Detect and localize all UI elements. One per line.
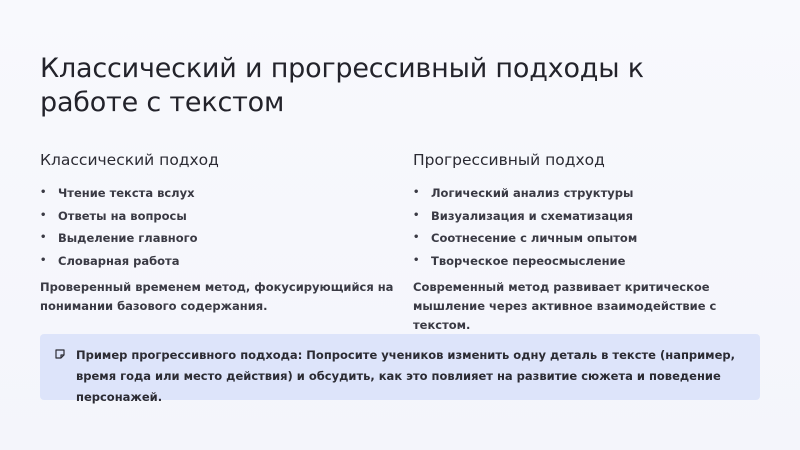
list-item: [40, 250, 400, 273]
list-item: [413, 227, 773, 250]
progressive-approach-description: Современный метод развивает критическое мышление через активное взаимодействие с текстом.: [413, 280, 717, 332]
bullet-icon: •: [40, 187, 47, 198]
list-item: [413, 250, 773, 273]
bullet-icon: •: [40, 254, 47, 266]
classical-approach-description: Проверенный временем метод, фокусирующийся на понимании базового содержания.: [40, 280, 394, 313]
list-item-label: Соотнесение с личным опытом: [431, 231, 638, 245]
list-item-label: Чтение текста вслух: [58, 186, 195, 200]
example-callout-text: Пример прогрессивного подхода: Попросите учеников изменить одну деталь в тексте (например, время года или место действия) и обсудить, как это повлияет на развитие сюжета и поведение персонажей.: [76, 348, 735, 404]
list-item: [40, 182, 400, 205]
slide-title: Классический и прогрессивный подходы к работе с текстом: [40, 53, 644, 118]
list-item-label: Логический анализ структуры: [431, 186, 634, 200]
list-item-label: Творческое переосмысление: [431, 253, 626, 268]
note-icon: [55, 349, 65, 359]
progressive-approach-heading: Прогрессивный подход: [413, 151, 605, 169]
list-item-label: Визуализация и схематизация: [431, 208, 634, 223]
list-item-label: Выделение главного: [58, 231, 198, 245]
example-callout: [40, 334, 760, 404]
classical-approach-list: [40, 182, 400, 272]
bullet-icon: •: [413, 187, 420, 198]
list-item: [40, 205, 400, 228]
list-item-label: Ответы на вопросы: [58, 208, 187, 223]
progressive-approach-list: [413, 182, 773, 272]
list-item: [413, 205, 773, 228]
classical-approach-column: [40, 150, 400, 316]
list-item: [40, 227, 400, 250]
bullet-icon: •: [40, 232, 47, 243]
bullet-icon: •: [413, 232, 420, 243]
bullet-icon: •: [413, 254, 420, 266]
list-item: [413, 182, 773, 205]
progressive-approach-column: [413, 150, 773, 335]
bullet-icon: •: [413, 209, 420, 221]
bullet-icon: •: [40, 209, 47, 221]
list-item-label: Словарная работа: [58, 253, 180, 268]
classical-approach-heading: Классический подход: [40, 151, 219, 169]
